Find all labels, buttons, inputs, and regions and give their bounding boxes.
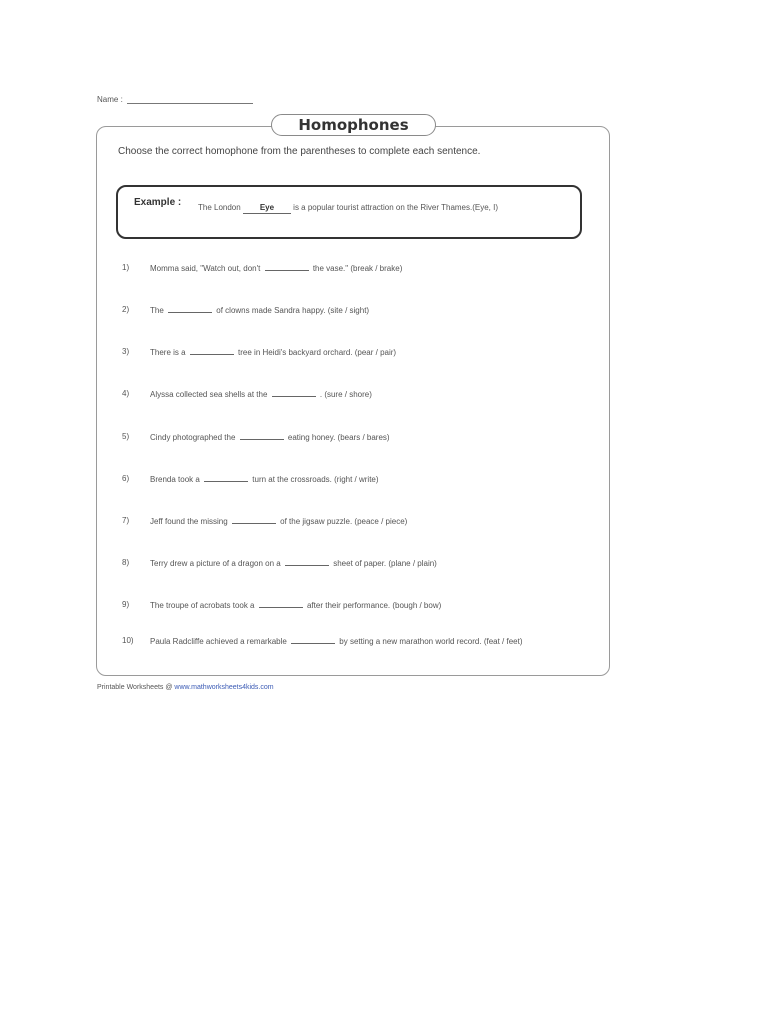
answer-blank xyxy=(190,346,234,355)
question-number: 7) xyxy=(122,516,130,525)
example-text xyxy=(198,199,568,217)
question-text xyxy=(150,473,592,486)
example-before: The London xyxy=(198,203,241,212)
question-3 xyxy=(122,346,592,359)
question-text xyxy=(150,635,592,648)
question-number: 8) xyxy=(122,558,130,567)
example-answer: Eye xyxy=(243,203,291,214)
footer-prefix: Printable Worksheets @ xyxy=(97,684,173,691)
example-box xyxy=(116,185,582,239)
name-row xyxy=(97,94,253,104)
answer-blank xyxy=(204,473,248,482)
question-number: 6) xyxy=(122,474,130,483)
example-after: is a popular tourist attraction on the River Thames.(Eye, I) xyxy=(293,203,499,212)
question-before: The troupe of acrobats took a xyxy=(150,601,255,610)
answer-blank xyxy=(265,262,309,271)
question-before: Brenda took a xyxy=(150,475,200,484)
answer-blank xyxy=(291,635,335,644)
question-number: 2) xyxy=(122,305,130,314)
question-10 xyxy=(122,635,592,648)
answer-blank xyxy=(259,599,303,608)
question-number: 3) xyxy=(122,347,130,356)
question-7 xyxy=(122,515,592,528)
example-label: Example : xyxy=(134,197,182,208)
question-number: 1) xyxy=(122,263,130,272)
question-5 xyxy=(122,431,592,444)
question-after: the vase." (break / brake) xyxy=(312,264,403,273)
question-number: 10) xyxy=(122,636,134,645)
answer-blank xyxy=(168,304,212,313)
question-before: Momma said, "Watch out, don't xyxy=(150,264,261,273)
question-before: Terry drew a picture of a dragon on a xyxy=(150,559,281,568)
name-label: Name : xyxy=(97,95,123,104)
question-before: The xyxy=(150,306,164,315)
worksheet-title: Homophones xyxy=(271,114,436,136)
question-text xyxy=(150,346,592,359)
question-number: 4) xyxy=(122,389,130,398)
footer xyxy=(97,684,274,691)
question-8 xyxy=(122,557,592,570)
question-text xyxy=(150,388,592,401)
question-text xyxy=(150,262,592,275)
question-before: Cindy photographed the xyxy=(150,433,236,442)
question-number: 5) xyxy=(122,432,130,441)
question-after: by setting a new marathon world record. (feat / feet) xyxy=(339,637,523,646)
answer-blank xyxy=(232,515,276,524)
answer-blank xyxy=(285,557,329,566)
question-after: eating honey. (bears / bares) xyxy=(287,433,390,442)
question-before: Paula Radcliffe achieved a remarkable xyxy=(150,637,287,646)
question-9 xyxy=(122,599,592,612)
instructions: Choose the correct homophone from the parentheses to complete each sentence. xyxy=(118,146,481,157)
answer-blank xyxy=(272,388,316,397)
question-after: turn at the crossroads. (right / write) xyxy=(252,475,379,484)
question-before: Alyssa collected sea shells at the xyxy=(150,390,268,399)
question-1 xyxy=(122,262,592,275)
question-text xyxy=(150,599,592,612)
question-after: of clowns made Sandra happy. (site / sight) xyxy=(216,306,370,315)
question-number: 9) xyxy=(122,600,130,609)
question-after: tree in Heidi's backyard orchard. (pear / pair) xyxy=(238,348,397,357)
question-before: Jeff found the missing xyxy=(150,517,228,526)
question-text xyxy=(150,431,592,444)
footer-link[interactable]: www.mathworksheets4kids.com xyxy=(174,684,274,691)
answer-blank xyxy=(240,431,284,440)
name-line xyxy=(127,94,253,104)
question-after: sheet of paper. (plane / plain) xyxy=(333,559,437,568)
question-before: There is a xyxy=(150,348,186,357)
question-6 xyxy=(122,473,592,486)
question-after: of the jigsaw puzzle. (peace / piece) xyxy=(280,517,408,526)
question-2 xyxy=(122,304,592,317)
question-after: after their performance. (bough / bow) xyxy=(306,601,442,610)
question-text xyxy=(150,515,592,528)
question-4 xyxy=(122,388,592,401)
question-text xyxy=(150,557,592,570)
question-after: . (sure / shore) xyxy=(319,390,372,399)
question-text xyxy=(150,304,592,317)
